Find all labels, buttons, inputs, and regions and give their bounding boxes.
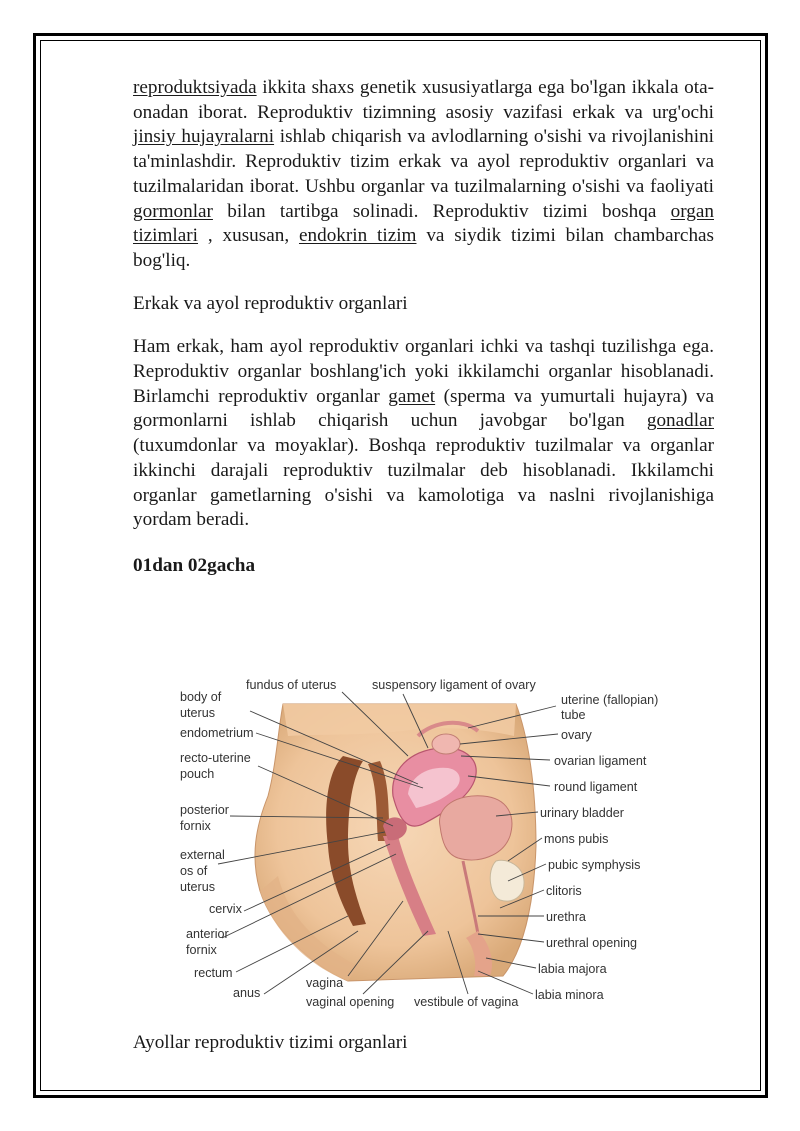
paragraph-text: (sperma va yumurtali hujayra) va gormonlarni ishlab chiqarish uchun javobgar bo'lgan — [133, 385, 714, 432]
link-organ-tizimlari[interactable]: organ tizimlari — [133, 200, 714, 247]
label-bladder: urinary bladder — [540, 806, 625, 820]
label-ovary: ovary — [561, 728, 592, 742]
label-round-ligament: round ligament — [554, 780, 638, 794]
label-external-1: external — [180, 848, 225, 862]
link-gonadlar[interactable]: gonadlar — [646, 410, 714, 432]
label-vagina: vagina — [306, 976, 344, 990]
label-body-2: uterus — [180, 706, 216, 720]
label-labia-majora: labia majora — [538, 962, 607, 976]
label-symphysis: pubic symphysis — [548, 858, 641, 872]
label-posterior-1: posterior — [180, 803, 229, 817]
label-tube-1: uterine (fallopian) — [561, 693, 659, 707]
label-ovarian-ligament: ovarian ligament — [554, 754, 647, 768]
label-tube-2: tube — [561, 708, 586, 722]
label-endometrium: endometrium — [180, 726, 254, 740]
label-suspensory: suspensory ligament of ovary — [372, 678, 536, 692]
anatomy-illustration — [178, 676, 670, 1012]
link-endokrin-tizim[interactable]: endokrin tizim — [298, 225, 417, 247]
label-vestibule: vestibule of vagina — [414, 995, 519, 1009]
label-cervix: cervix — [209, 902, 242, 916]
link-gormonlar[interactable]: gormonlar — [133, 200, 213, 222]
link-reproduktsiyada[interactable]: reproduktsiyada — [133, 77, 257, 98]
label-anterior-2: fornix — [186, 943, 217, 957]
label-anus: anus — [233, 986, 261, 1000]
paragraph-text: ishlab chiqarish va avlodlarning o'sishi va rivojlanishini ta'minlashdir. Reproduktiv tizim erkak va ayol reproduktiv organlari va tuzilmalaridan iborat. Ushbu organlar va tuzilmalarning o'sishi va faoliyati — [133, 126, 714, 197]
paragraph-organs — [133, 335, 714, 533]
label-posterior-2: fornix — [180, 819, 211, 833]
slide-counter-heading: 01dan 02gacha — [133, 554, 256, 576]
label-mons: mons pubis — [544, 832, 609, 846]
paragraph-text: , xususan, — [198, 225, 299, 247]
label-anterior-1: anterior — [186, 927, 229, 941]
link-gamet[interactable]: gamet — [388, 385, 436, 407]
paragraph-text: (tuxumdonlar va moyaklar). Boshqa reproduktiv tuzilmalar va organlar ikkinchi darajali reproduktiv tuzilmalar deb hisoblanadi. Ikkilamchi organlar gametlarning o'sishi va kamolotiga va naslni rivojlanishiga yordam beradi. — [133, 435, 714, 531]
label-rectum: rectum — [194, 966, 233, 980]
label-recto-1: recto-uterine — [180, 751, 251, 765]
label-external-3: uterus — [180, 880, 216, 894]
link-jinsiy-hujayralarni[interactable]: jinsiy hujayralarni — [133, 126, 275, 148]
paragraph-intro — [133, 76, 714, 274]
label-recto-2: pouch — [180, 767, 215, 781]
label-clitoris: clitoris — [546, 884, 582, 898]
label-body-1: body of — [180, 690, 222, 704]
label-urethral-opening: urethral opening — [546, 936, 638, 950]
paragraph-text: ikkita shaxs genetik xususiyatlarga ega bo'lgan ikkala ota-onadan iborat. Reproduktiv tizimning asosiy vazifasi erkak va urg'ochi — [133, 77, 714, 123]
anatomy-svg — [178, 676, 670, 1012]
label-urethra: urethra — [546, 910, 586, 924]
document-body — [133, 76, 714, 579]
paragraph-text: bilan tartibga solinadi. Reproduktiv tizimi boshqa — [212, 200, 671, 222]
paragraph-text: va siydik tizimi bilan chambarchas bog'liq. — [133, 225, 715, 271]
label-external-2: os of — [180, 864, 208, 878]
label-labia-minora: labia minora — [535, 988, 604, 1002]
paragraph-text: Ham erkak, ham ayol reproduktiv organlari ichki va tashqi tuzilishga ega. Reproduktiv organlar boshlang'ich yoki ikkilamchi organlar hisoblanadi. Birlamchi reproduktiv organlar — [133, 336, 714, 407]
ovary-shape — [432, 734, 460, 754]
section-heading: Erkak va ayol reproduktiv organlari — [133, 292, 408, 314]
figure-caption: Ayollar reproduktiv tizimi organlari — [133, 1032, 408, 1053]
label-vaginal-opening: vaginal opening — [306, 995, 395, 1009]
label-fundus: fundus of uterus — [246, 678, 337, 692]
